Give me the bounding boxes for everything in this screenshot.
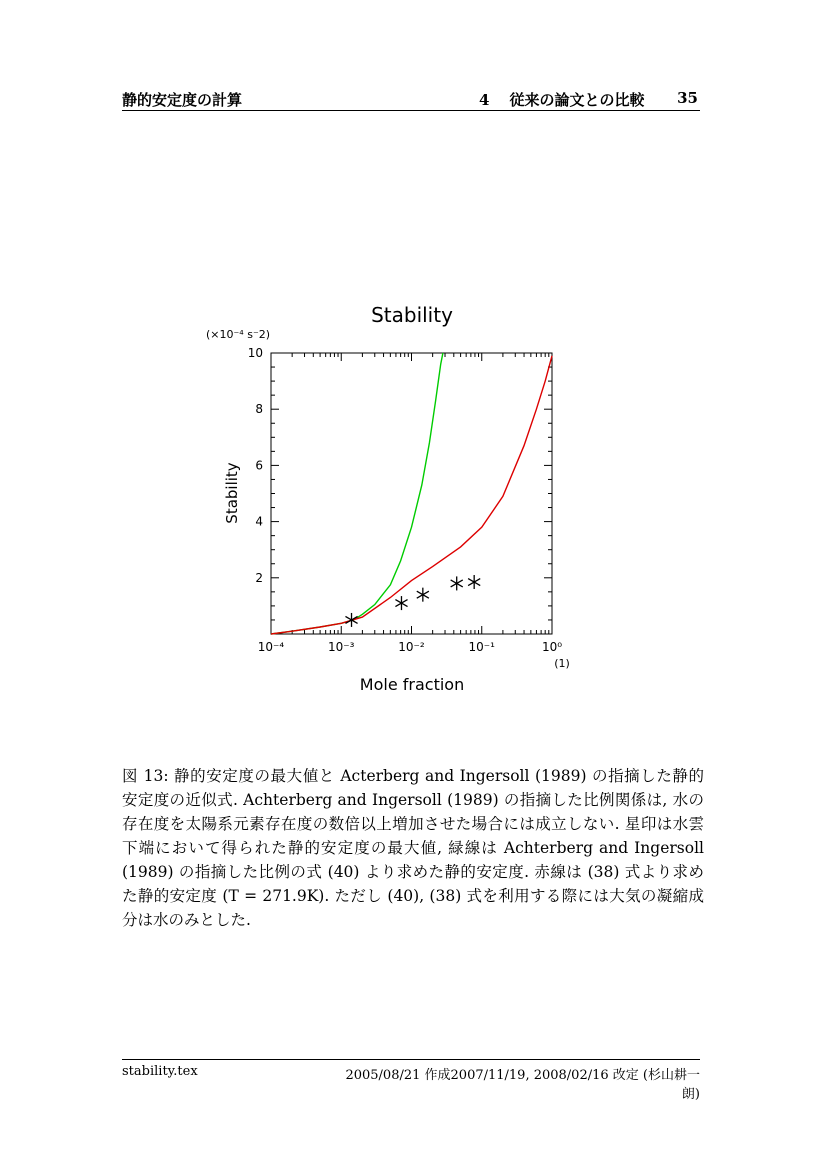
y-tick-label: 6	[255, 458, 263, 473]
plot-series	[271, 353, 552, 634]
x-tick-label: 10⁻²	[398, 640, 425, 654]
stability-chart	[180, 290, 600, 710]
series-line-2	[271, 356, 552, 634]
footer-dates: 2005/08/21 作成2007/11/19, 2008/02/16 改定 (杉山耕一朗)	[345, 1068, 700, 1102]
footer-rule	[122, 1059, 700, 1060]
x-tick-label: 10⁻¹	[468, 640, 495, 654]
y-tick-label: 2	[255, 570, 263, 585]
asterisk-marker	[345, 613, 357, 627]
x-tick-label: 10⁰	[541, 640, 563, 654]
footer-filename: stability.tex	[122, 1064, 198, 1079]
section-heading	[479, 89, 644, 110]
x-axis-label: Mole fraction	[359, 675, 465, 694]
x-tick-label: 10⁻³	[328, 640, 355, 654]
plot-frame	[271, 353, 552, 634]
asterisk-marker	[451, 576, 463, 590]
axis-tick-labels	[248, 346, 563, 654]
x-unit-label: (1)	[554, 657, 570, 670]
header-rule	[122, 110, 700, 111]
chapter-title: 静的安定度の計算	[122, 91, 243, 109]
chart-title: Stability	[371, 303, 453, 327]
y-axis-label: Stability	[223, 462, 241, 524]
y-tick-label: 4	[255, 514, 263, 529]
x-tick-label: 10⁻⁴	[257, 640, 285, 654]
section-number: 4	[479, 91, 490, 109]
asterisk-marker	[395, 596, 407, 610]
running-header	[122, 84, 700, 112]
section-title: 従来の論文との比較	[509, 91, 645, 109]
axis-ticks	[271, 353, 552, 634]
page-number: 35	[677, 89, 698, 107]
y-tick-label: 8	[255, 402, 263, 417]
asterisk-marker	[468, 575, 480, 589]
y-unit-label: (×10⁻⁴ s⁻2)	[206, 328, 271, 341]
y-tick-label: 10	[247, 346, 263, 360]
asterisk-marker	[417, 588, 429, 602]
figure-caption: 図 13: 静的安定度の最大値と Acterberg and Ingersoll (1989) の指摘した静的安定度の近似式. Achterberg and Ingersoll (1989) の指摘した比例関係は, 水の存在度を太陽系元素存在度の数倍以上増加させた場合には成立しない. 星印は水雲下端において得られた静的安定度の最大値, 緑線は Achterberg and Ingersoll (1989) の指摘した比例の式 (40) より求めた静的安定度. 赤線は (38) 式より求めた静的安定度 (T = 271.9K). ただし (40), (38) 式を利用する際には大気の凝縮成分は水のみとした.	[122, 767, 704, 929]
